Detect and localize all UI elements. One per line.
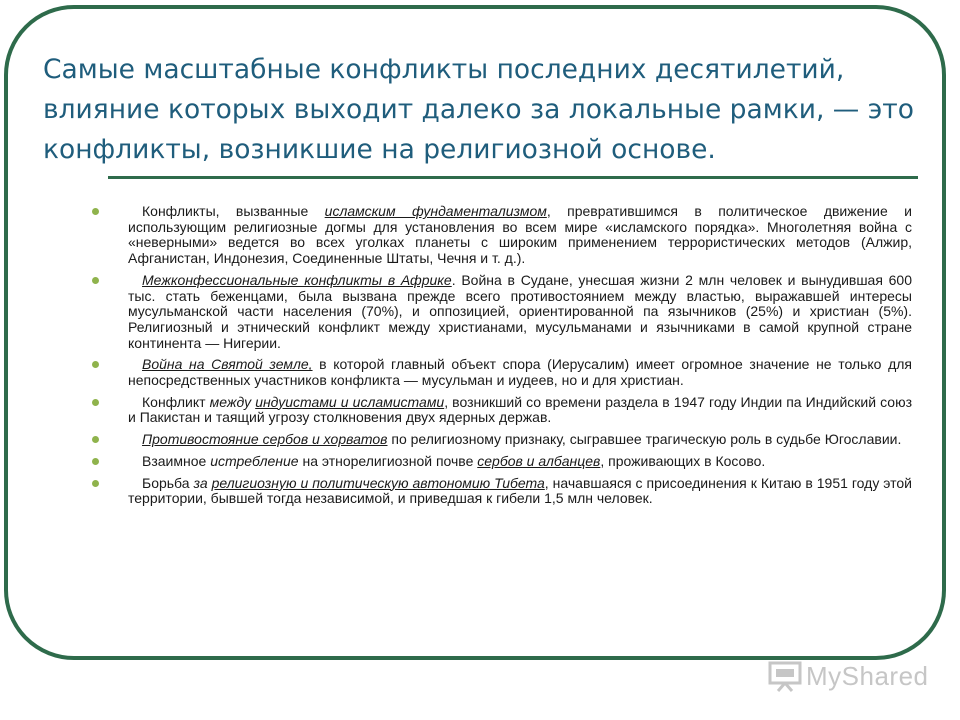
bullet-dot-icon <box>92 399 99 406</box>
presentation-board-icon <box>768 660 802 692</box>
bullet-text <box>128 395 912 426</box>
text-run: . Война в Судане, унесшая жизни 2 млн человек и вынудившая 600 тыс. стать беженцами, была вызвана прежде всего противостоянием между властью, выражавшей интересы мусульманской части населения (70%), и оппозицией, ориентированной па язычников (25%) и христиан (5%). Религиозный и этнический конфликт между христианами, мусульманами и язычниками в самой крупной стране континента — Нигерии. <box>128 271 913 351</box>
title-divider <box>108 176 918 179</box>
underlined-term: индуистами и исламистами <box>255 393 445 410</box>
text-run: за <box>193 474 212 491</box>
text-run: истребление <box>210 452 299 469</box>
text-run: , начавшаяся с присоединения к Китаю в 1951 году этой территории, бывшей тогда независимой, и приведшая к гибели 1,5 млн человек. <box>128 474 912 507</box>
text-run: Конфликты, вызванные <box>142 203 325 219</box>
text-run: Конфликт <box>142 393 210 410</box>
text-run: Взаимное <box>142 452 211 469</box>
text-run: на этнорелигиозной почве <box>298 452 478 469</box>
underlined-term: Межконфессиональные конфликты в Африке <box>142 271 452 288</box>
bullet-item <box>92 395 912 426</box>
bullet-dot-icon <box>92 277 99 284</box>
watermark <box>768 656 929 696</box>
bullet-item <box>92 432 912 448</box>
text-run: , превратившимся в политическое движение и использующим религиозные догмы для установления во всем мире «исламского порядка». Многолетняя война с «неверными» ведется во всех уголках планеты с широким применением террористических методов (Алжир, Афганистан, Индонезия, Соединенные Штаты, Чечня и т. д.). <box>128 203 912 267</box>
underlined-term: сербов и албанцев <box>477 452 601 469</box>
bullet-text <box>128 454 912 470</box>
bullet-item <box>92 204 912 267</box>
bullet-dot-icon <box>92 480 99 487</box>
bullet-text <box>128 432 912 448</box>
bullet-item <box>92 357 912 388</box>
bullet-dot-icon <box>92 436 99 443</box>
underlined-term: исламским фундаментализмом <box>324 203 547 219</box>
text-run: , проживающих в Косово. <box>600 452 766 469</box>
bullet-text <box>128 273 912 352</box>
bullet-text <box>128 476 912 507</box>
bullet-item <box>92 454 912 470</box>
text-run: , возникший со времени раздела в 1947 году Индии па Индийский союз и Пакистан и таящий угрозу столкновения двух ядерных держав. <box>128 393 912 426</box>
text-run: Борьба <box>142 474 194 491</box>
bullet-dot-icon <box>92 361 99 368</box>
bullet-item <box>92 476 912 507</box>
slide-title: Самые масштабные конфликты последних десятилетий, влияние которых выходит далеко за локальные рамки, — это конфликты, возникшие на религиозной основе. <box>43 54 914 165</box>
text-run: между <box>209 393 256 410</box>
watermark-brand: MyShared <box>806 660 929 691</box>
underlined-term: Противостояние сербов и хорватов <box>142 431 388 448</box>
bullet-item <box>92 273 912 352</box>
bullet-text <box>128 357 912 388</box>
bullet-dot-icon <box>92 208 99 215</box>
text-run: по религиозному признаку, сыгравшее трагическую роль в судьбе Югославии. <box>387 431 902 448</box>
bullet-list <box>92 204 912 513</box>
bullet-dot-icon <box>92 458 99 465</box>
underlined-term: религиозную и политическую автономию Тибета <box>211 474 545 491</box>
bullet-text <box>128 204 912 267</box>
underlined-term: Война на Святой земле, <box>142 356 313 373</box>
text-run: в которой главный объект спора (Иерусалим) имеет огромное значение не только для непосредственных участников конфликта — мусульман и иудеев, но и для христиан. <box>128 356 912 389</box>
